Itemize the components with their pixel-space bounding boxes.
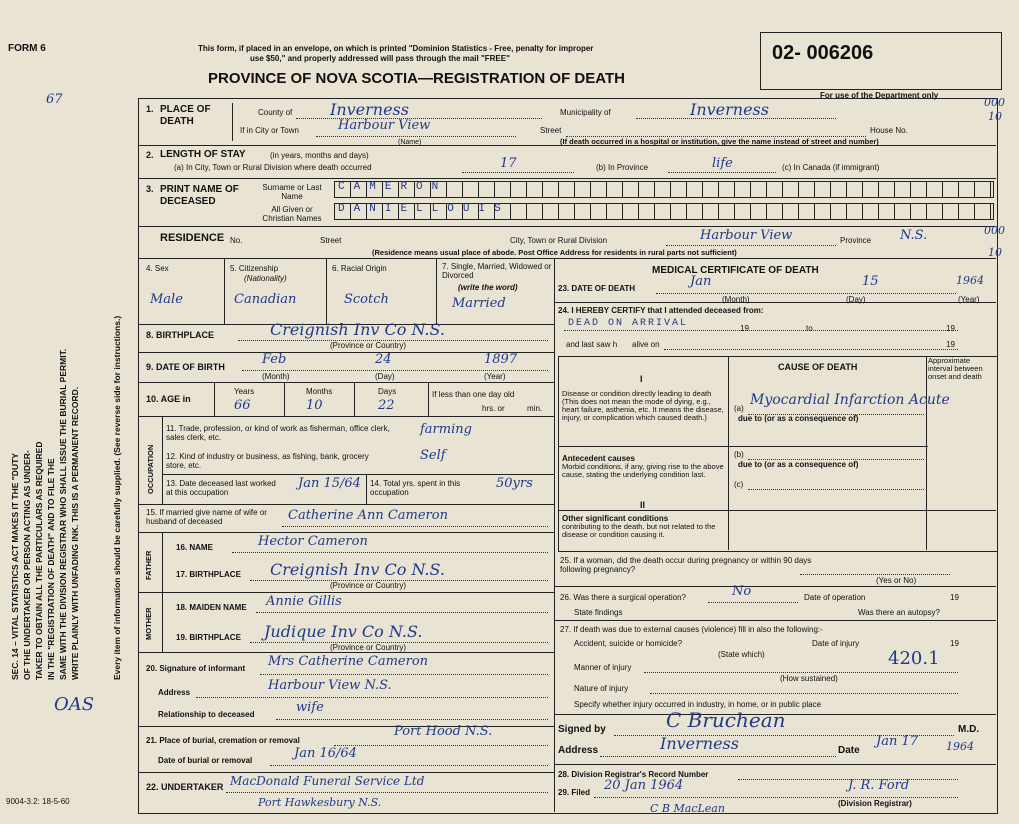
- sex-label: 4. Sex: [146, 264, 169, 273]
- age-less-label: If less than one day old: [432, 390, 515, 399]
- record-number-label: 28. Division Registrar's Record Number: [558, 770, 709, 779]
- mother-label: MOTHER: [144, 607, 153, 640]
- burial-date-label: Date of burial or removal: [158, 756, 253, 765]
- birthplace-sub: (Province or Country): [330, 341, 407, 350]
- autopsy-label: Was there an autopsy?: [858, 608, 940, 617]
- operation-year: 19: [950, 593, 959, 602]
- mother-birthplace-sub: (Province or Country): [330, 643, 407, 652]
- signed-address-label: Address: [558, 745, 599, 756]
- signed-address: Inverness: [660, 734, 739, 753]
- age-years: 66: [234, 398, 251, 413]
- attended-year: 19: [740, 324, 749, 333]
- antecedent-label: Antecedent causes: [562, 454, 635, 463]
- cause-a: (a): [734, 404, 744, 413]
- age-label: 10. AGE in: [146, 394, 191, 404]
- signed-date-label: Date: [838, 745, 860, 756]
- undertaker-value: MacDonald Funeral Service Ltd: [230, 774, 425, 788]
- pregnancy-label: 25. If a woman, did the death occur during pregnancy or within 90 days following pregnancy?: [560, 556, 812, 574]
- industry-label: 12. Kind of industry or business, as fishing, bank, grocery store, etc.: [166, 452, 369, 470]
- county-value: Inverness: [330, 100, 409, 119]
- municipality-value: Inverness: [690, 100, 769, 119]
- age-days: 22: [378, 398, 395, 413]
- margin-mark-initials: C B MacLean: [650, 802, 725, 815]
- racial-origin-label: 6. Racial Origin: [332, 264, 387, 273]
- cause-c: (c): [734, 480, 744, 489]
- age-days-label: Days: [378, 387, 397, 396]
- signed-date: Jan 17: [876, 734, 919, 749]
- death-year: 1964: [956, 274, 984, 287]
- form-number: FORM 6: [8, 43, 46, 54]
- external-label: 27. If death was due to external causes (violence) fill in also the following:-: [560, 625, 823, 634]
- mother-name: Annie Gillis: [266, 594, 342, 609]
- informant-label: 20. Signature of informant: [146, 664, 246, 673]
- surname-label: Surname or Last Name: [262, 183, 322, 201]
- city-value: Harbour View: [338, 118, 431, 133]
- s2-label: LENGTH OF STAY: [160, 149, 246, 160]
- header-note-1: This form, if placed in an envelope, on which is printed "Dominion Statistics - Free, penalty for improper: [198, 44, 594, 53]
- how-sustained: (How sustained): [780, 674, 838, 683]
- filed-label: 29. Filed: [558, 788, 591, 797]
- attended-to: to: [806, 324, 813, 333]
- surgery-value: No: [732, 584, 752, 599]
- relationship-label: Relationship to deceased: [158, 710, 255, 719]
- signed-by-label: Signed by: [558, 724, 606, 735]
- dob-year-sub: (Year): [484, 372, 506, 381]
- alive-on-label: alive on: [632, 340, 660, 349]
- manner-label: Manner of injury: [574, 663, 632, 672]
- total-years-value: 50yrs: [496, 476, 533, 491]
- residence-street: Street: [320, 236, 342, 245]
- state-which: (State which): [718, 650, 765, 659]
- medical-title: MEDICAL CERTIFICATE OF DEATH: [652, 265, 819, 276]
- undertaker-location: Port Hawkesbury N.S.: [258, 796, 382, 809]
- residence-province: Province: [840, 236, 872, 245]
- certify-label: 24. I HEREBY CERTIFY that I attended deceased from:: [558, 306, 764, 315]
- physician-signature: C Bruchean: [666, 708, 786, 732]
- father-name-label: 16. NAME: [176, 543, 213, 552]
- county-label: County of: [258, 108, 293, 117]
- alive-year: 19: [946, 340, 955, 349]
- age-months: 10: [306, 398, 323, 413]
- last-worked-label: 13. Date deceased last worked at this occupation: [166, 479, 276, 497]
- side-instruction-7: Every item of information should be carefully supplied. (See reverse side for instructions.): [112, 315, 122, 680]
- father-name: Hector Cameron: [258, 534, 368, 549]
- racial-origin-value: Scotch: [344, 292, 389, 307]
- s1-label: PLACE OF DEATH: [160, 104, 211, 127]
- stay-province-label: (b) In Province: [596, 163, 649, 172]
- side-instruction-1: SEC. 14 – VITAL STATISTICS ACT MAKES IT THE "DUTY: [10, 453, 20, 680]
- last-worked-value: Jan 15/64: [298, 476, 361, 491]
- s3-label: PRINT NAME OF DECEASED: [160, 184, 239, 207]
- s2-sub: (in years, months and days): [270, 151, 369, 160]
- occupation-label: OCCUPATION: [146, 444, 155, 494]
- municipality-label: Municipality of: [560, 108, 611, 117]
- s3-num: 3.: [146, 184, 154, 194]
- mother-name-label: 18. MAIDEN NAME: [176, 603, 247, 612]
- death-month: Jan: [690, 274, 712, 289]
- spouse-value: Catherine Ann Cameron: [288, 508, 448, 523]
- given-letters: DANIELLOUIS: [338, 203, 510, 215]
- injury-date-label: Date of injury: [812, 639, 860, 648]
- city-label: If in City or Town: [240, 126, 299, 135]
- side-instruction-5: SAME WITH THE DIVISION REGISTRAR WHO SHALL ISSUE THE BURIAL PERMIT.: [58, 348, 68, 680]
- cause-a-value: Myocardial Infarction Acute: [750, 392, 950, 408]
- part-ii: II: [640, 500, 646, 510]
- injury-year: 19: [950, 639, 959, 648]
- registrar-signature: J. R. Ford: [848, 778, 910, 793]
- dob-month: Feb: [262, 352, 287, 367]
- dob-label: 9. DATE OF BIRTH: [146, 362, 225, 372]
- age-years-label: Years: [234, 387, 255, 396]
- filed-value: 20 Jan 1964: [604, 778, 684, 793]
- given-label: All Given or Christian Names: [262, 205, 322, 223]
- surname-letters: CAMERON: [338, 181, 448, 193]
- dob-year: 1897: [484, 352, 518, 367]
- informant-address: Harbour View N.S.: [268, 678, 392, 693]
- due-to-1: due to (or as a consequence of): [738, 414, 859, 423]
- burial-label: 21. Place of burial, cremation or removal: [146, 736, 300, 745]
- citizenship-label: 5. Citizenship: [230, 264, 279, 273]
- stay-province-value: life: [712, 156, 733, 171]
- birthplace-value: Creignish Inv Co N.S.: [270, 320, 445, 339]
- stay-city-label: (a) In City, Town or Rural Division where death occurred: [174, 163, 372, 172]
- trade-value: farming: [420, 422, 472, 437]
- citizenship-sub: (Nationality): [244, 274, 287, 283]
- undertaker-label: 22. UNDERTAKER: [146, 782, 224, 792]
- marital-label: 7. Single, Married, Widowed or Divorced: [442, 262, 552, 280]
- margin-mark-2: 10: [988, 110, 1002, 123]
- death-day-sub: (Day): [846, 295, 866, 304]
- father-birthplace-sub: (Province or Country): [330, 581, 407, 590]
- attended-value: DEAD ON ARRIVAL: [568, 318, 689, 329]
- findings-label: State findings: [574, 608, 623, 617]
- last-saw-label: and last saw h: [566, 340, 618, 349]
- footer-code: 9004-3.2: 18-5-60: [6, 797, 70, 806]
- registration-number: 02- 006206: [772, 42, 874, 64]
- side-instruction-6: WRITE PLAINLY WITH UNFADING INK. THIS IS A PERMANENT RECORD.: [70, 386, 80, 680]
- side-instruction-3: TAKER TO OBTAIN ALL THE PARTICULARS AS REQUIRED: [34, 441, 44, 680]
- margin-mark-4: 10: [988, 246, 1002, 259]
- street-label: Street: [540, 126, 562, 135]
- registrar-label: (Division Registrar): [838, 799, 912, 808]
- total-years-label: 14. Total yrs. spent in this occupation: [370, 479, 461, 497]
- death-day: 15: [862, 274, 879, 289]
- residence-note: (Residence means usual place of abode. Post Office Address for residents in rural parts not sufficient): [372, 248, 737, 257]
- residence-province-value: N.S.: [900, 228, 928, 243]
- father-birthplace: Creignish Inv Co N.S.: [270, 560, 445, 579]
- header-note-2: use $50," and properly addressed will pass through the mail "FREE": [250, 54, 510, 63]
- name-sublabel: (Name): [398, 139, 422, 146]
- antecedent-sub: Morbid conditions, if any, giving rise to the above cause, stating the underlying condition last.: [562, 462, 724, 479]
- relationship-value: wife: [296, 700, 324, 715]
- margin-mark-oas: OAS: [54, 694, 95, 715]
- part-i: I: [640, 374, 643, 384]
- cause-title: CAUSE OF DEATH: [778, 362, 858, 372]
- dob-day-sub: (Day): [375, 372, 395, 381]
- age-months-label: Months: [306, 387, 333, 396]
- residence-city: City, Town or Rural Division: [510, 236, 608, 245]
- industry-value: Self: [420, 448, 446, 463]
- interval-label: Approximate interval between onset and death: [928, 356, 983, 381]
- dob-day: 24: [375, 352, 392, 367]
- hospital-note: (If death occurred in a hospital or institution, give the name instead of street and number): [560, 137, 879, 146]
- pregnancy-yesno: (Yes or No): [876, 576, 917, 585]
- marital-value: Married: [452, 296, 506, 311]
- department-use-label: For use of the Department only: [820, 91, 939, 100]
- stay-city-value: 17: [500, 156, 517, 171]
- surgery-label: 26. Was there a surgical operation?: [560, 593, 686, 602]
- manner-code: 420.1: [888, 648, 940, 669]
- marital-sub: (write the word): [458, 283, 518, 292]
- death-month-sub: (Month): [722, 295, 750, 304]
- age-hrs: hrs. or: [482, 404, 505, 413]
- informant-address-label: Address: [158, 688, 191, 697]
- cause-b: (b): [734, 450, 744, 459]
- side-instruction-4: IN THE "REGISTRATION OF DEATH" AND TO FILE THE: [46, 458, 56, 680]
- dob-month-sub: (Month): [262, 372, 290, 381]
- md-label: M.D.: [958, 724, 980, 735]
- s1-num: 1.: [146, 104, 154, 114]
- trade-label: 11. Trade, profession, or kind of work as fisherman, office clerk, sales clerk, etc.: [166, 424, 390, 442]
- attended-year-2: 19: [946, 324, 955, 333]
- father-birthplace-label: 17. BIRTHPLACE: [176, 570, 241, 579]
- specify-label: Specify whether injury occurred in industry, in home, or in public place: [574, 700, 822, 709]
- nature-label: Nature of injury: [574, 684, 629, 693]
- birthplace-label: 8. BIRTHPLACE: [146, 330, 215, 340]
- spouse-label: 15. If married give name of wife or husband of deceased: [146, 508, 267, 526]
- burial-value: Port Hood N.S.: [394, 724, 493, 739]
- stay-canada-label: (c) In Canada (if immigrant): [782, 163, 880, 172]
- margin-mark-1: 000: [984, 96, 1005, 109]
- margin-number: 67: [46, 92, 63, 107]
- death-year-sub: (Year): [958, 295, 980, 304]
- side-instruction-2: OF THE UNDERTAKER OR PERSON ACTING AS UNDER-: [22, 450, 32, 680]
- due-to-2: due to (or as a consequence of): [738, 460, 859, 469]
- other-conditions-sub: contributing to the death, but not related to the disease or condition causing it.: [562, 522, 716, 539]
- accident-label: Accident, suicide or homicide?: [574, 639, 683, 648]
- burial-date: Jan 16/64: [294, 746, 357, 761]
- mother-birthplace: Judique Inv Co N.S.: [264, 622, 423, 641]
- residence-city-value: Harbour View: [700, 228, 793, 243]
- age-min: min.: [527, 404, 543, 413]
- other-conditions-label: Other significant conditions: [562, 514, 669, 523]
- house-label: House No.: [870, 126, 908, 135]
- page-title: PROVINCE OF NOVA SCOTIA—REGISTRATION OF DEATH: [208, 70, 625, 87]
- residence-no: No.: [230, 236, 243, 245]
- signed-year: 1964: [946, 740, 974, 753]
- citizenship-value: Canadian: [234, 292, 297, 307]
- father-label: FATHER: [144, 550, 153, 580]
- disease-label: Disease or condition directly leading to death (This does not mean the mode of dying, e.g., heart failure, asthenia, etc. It means the disease, injury, or complication which caused death.): [562, 389, 724, 422]
- sex-value: Male: [150, 292, 183, 307]
- s2-num: 2.: [146, 150, 154, 160]
- margin-mark-3: 000: [984, 224, 1005, 237]
- residence-label: RESIDENCE: [160, 232, 225, 244]
- informant-value: Mrs Catherine Cameron: [268, 654, 429, 669]
- mother-birthplace-label: 19. BIRTHPLACE: [176, 633, 241, 642]
- date-of-death-label: 23. DATE OF DEATH: [558, 284, 636, 293]
- operation-date-label: Date of operation: [804, 593, 866, 602]
